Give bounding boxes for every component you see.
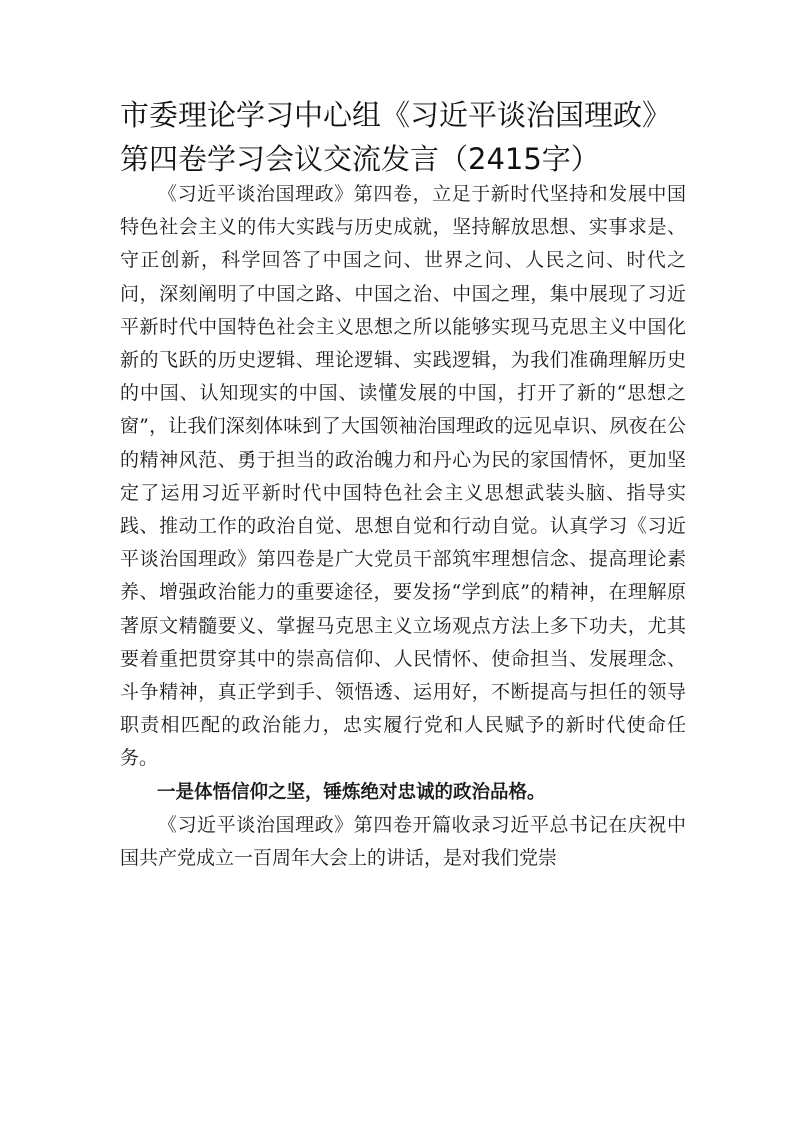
paragraph-intro: 《习近平谈治国理政》第四卷，立足于新时代坚持和发展中国特色社会主义的伟大实践与历史成就，坚持解放思想、实事求是、守正创新，科学回答了中国之问、世界之问、人民之问、时代之问，深刻阐明了中国之路、中国之治、中国之理，集中展现了习近平新时代中国特色社会主义思想之所以能够实现马克思主义中国化新的飞跃的历史逻辑、理论逻辑、实践逻辑，为我们准确理解历史的中国、认知现实的中国、读懂发展的中国，打开了新的“思想之窗”，让我们深刻体味到了大国领袖治国理政的远见卓识、夙夜在公的精神风范、勇于担当的政治魄力和丹心为民的家国情怀，更加坚定了运用习近平新时代中国特色社会主义思想武装头脑、指导实践、推动工作的政治自觉、思想自觉和行动自觉。认真学习《习近平谈治国理政》第四卷是广大党员干部筑牢理想信念、提高理论素养、增强政治能力的重要途径，要发扬“学到底”的精神，在理解原著原文精髓要义、掌握马克思主义立场观点方法上多下功夫，尤其要着重把贯穿其中的崇高信仰、人民情怀、使命担当、发展理念、斗争精神，真正学到手、领悟透、运用好，不断提高与担任的领导职责相匹配的政治能力，忠实履行党和人民赋予的新时代使命任务。 xyxy=(120,183,686,770)
document-title xyxy=(120,93,690,181)
section-heading-1: 一是体悟信仰之坚，锤炼绝对忠诚的政治品格。 xyxy=(157,781,546,803)
document-body xyxy=(120,178,686,875)
title-line-2: 第四卷学习会议交流发言（2415字） xyxy=(120,142,600,176)
paragraph-section-1: 《习近平谈治国理政》第四卷开篇收录习近平总书记在庆祝中国共产党成立一百周年大会上的讲话，是对我们党崇 xyxy=(120,813,686,870)
title-line-1: 市委理论学习中心组《习近平谈治国理政》 xyxy=(120,98,672,132)
